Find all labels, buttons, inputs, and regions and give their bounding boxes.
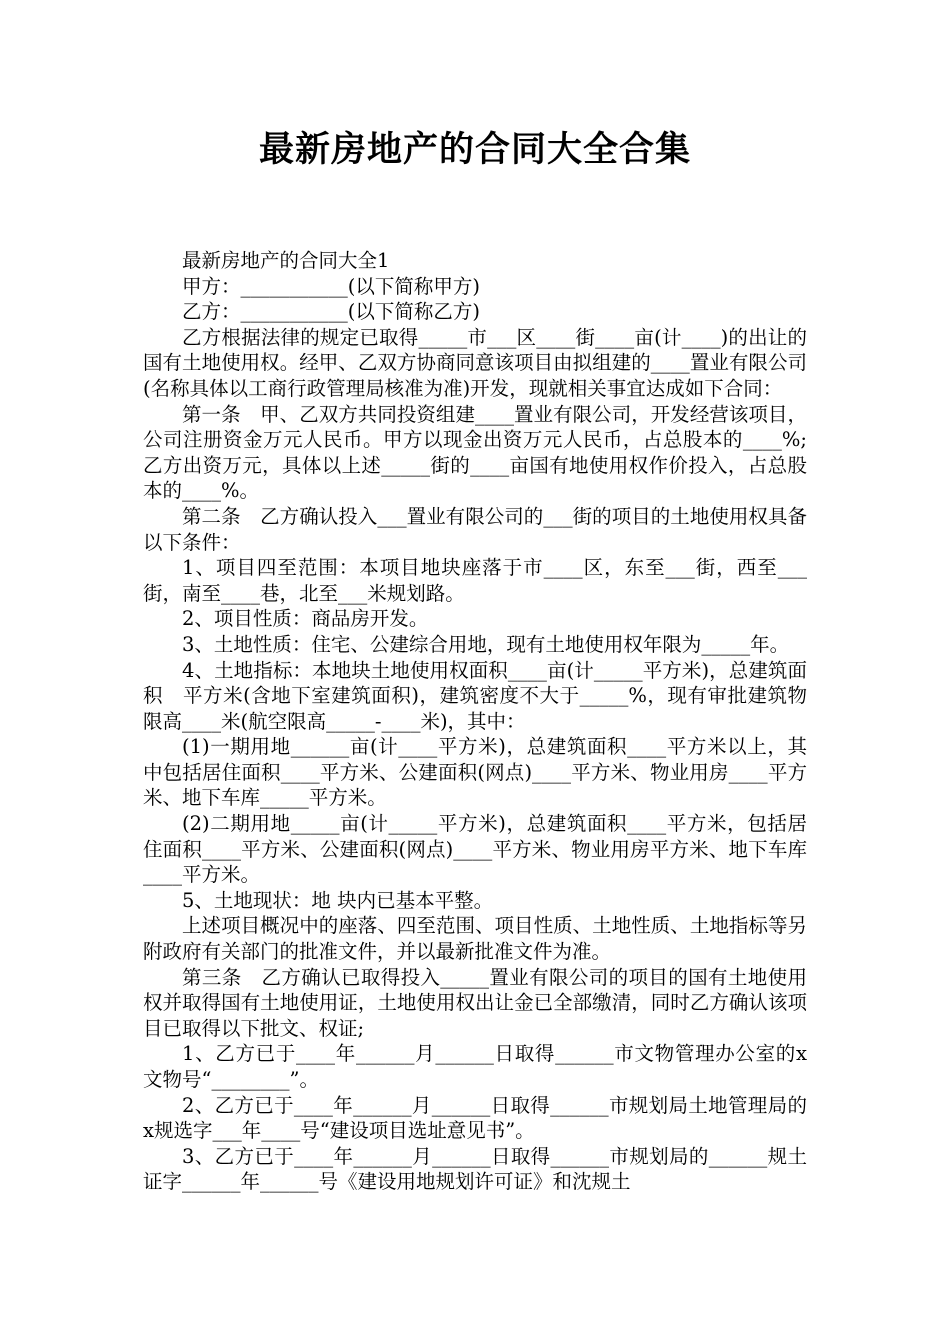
article-3-paragraph: 第三条 乙方确认已取得投入_____置业有限公司的项目的国有土地使用权并取得国有土地使用证，土地使用权出让金已全部缴清，同时乙方确认该项目已取得以下批文、权证; [143,965,807,1040]
clause-phase-1: (1)一期用地______亩(计____平方米)，总建筑面积____平方米以上，其中包括居住面积____平方米、公建面积(网点)____平方米、物业用房____平方米、地下车库_____平方米。 [143,735,807,810]
document-title: 最新房地产的合同大全合集 [258,130,691,170]
preamble-paragraph: 乙方根据法律的规定已取得_____市___区____街____亩(计____)的出让的国有土地使用权。经甲、乙双方协商同意该项目由拟组建的____置业有限公司(名称具体以工商行政管理局核准为准)开发，现就相关事宜达成如下合同： [143,325,807,400]
clause-project-nature: 2、项目性质：商品房开发。 [182,607,429,631]
clause-land-indicators: 4、土地指标：本地块土地使用权面积____亩(计_____平方米)，总建筑面积 平方米(含地下室建筑面积)，建筑密度不大于_____%，现有审批建筑物限高____米(航空限高_____-____米)，其中： [143,658,807,733]
document-body [143,248,807,1195]
clause-phase-2: (2)二期用地_____亩(计_____平方米)，总建筑面积____平方米，包括居住面积____平方米、公建面积(网点)____平方米、物业用房平方米、地下车库____平方米。 [143,812,807,887]
article-2-paragraph: 第二条 乙方确认投入___置业有限公司的___街的项目的土地使用权具备以下条件： [143,504,807,554]
permit-2-paragraph: 2、乙方已于____年______月______日取得______市规划局土地管理局的x规选字___年____号“建设项目选址意见书”。 [143,1093,807,1143]
permit-1-paragraph: 1、乙方已于____年______月______日取得______市文物管理办公室的x文物号“________”。 [143,1042,807,1091]
party-a-line: 甲方：___________(以下简称甲方) [182,274,480,298]
article-1-paragraph: 第一条 甲、乙双方共同投资组建____置业有限公司，开发经营该项目，公司注册资金万元人民币。甲方以现金出资万元人民币，占总股本的____%;乙方出资万元，具体以上述_____街的____亩国有地使用权作价投入，占总股本的____%。 [143,402,807,503]
permit-3-paragraph: 3、乙方已于____年______月______日取得______市规划局的______规土证字______年______号《建设用地规划许可证》和沈规土 [143,1144,807,1194]
clause-land-nature: 3、土地性质：住宅、公建综合用地，现有土地使用权年限为_____年。 [182,632,790,656]
party-b-line: 乙方：___________(以下简称乙方) [182,300,480,324]
heading-line: 最新房地产的合同大全1 [182,249,390,272]
clause-land-status: 5、土地现状：地 块内已基本平整。 [182,888,494,912]
overview-note-paragraph: 上述项目概况中的座落、四至范围、项目性质、土地性质、土地指标等另附政府有关部门的批准文件，并以最新批准文件为准。 [143,914,807,964]
clause-project-scope: 1、项目四至范围：本项目地块座落于市____区，东至___街，西至___街，南至____巷，北至___米规划路。 [143,556,807,605]
